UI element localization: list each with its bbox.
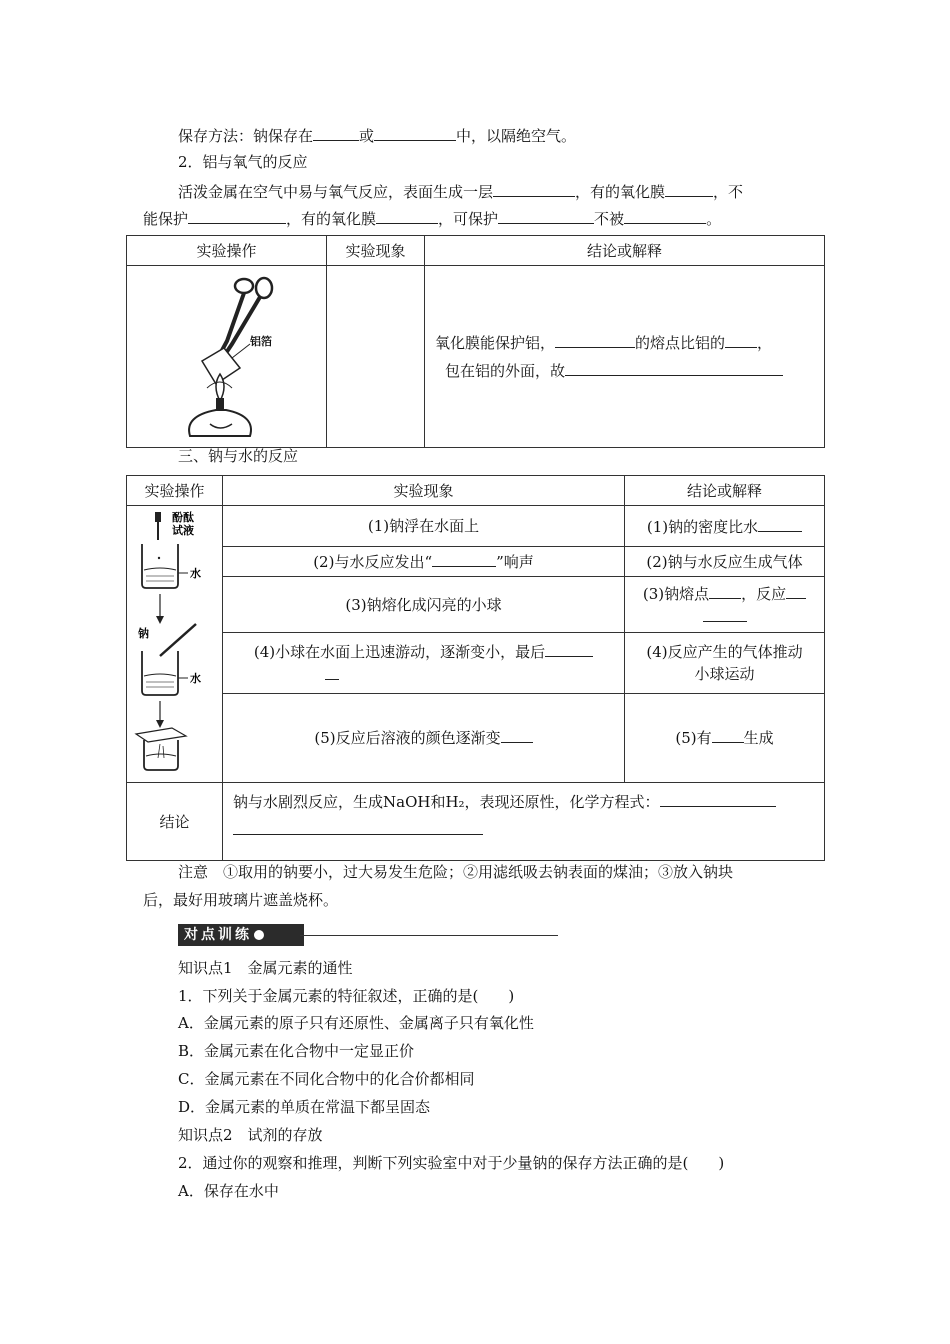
beaker-sequence-illustration <box>130 506 220 776</box>
conclusion-4-text-a: (4)反应产生的气体推动 <box>646 643 803 662</box>
phenomenon-3: (3)钠熔化成闪亮的小球 <box>223 577 625 633</box>
header-phenomenon: 实验现象 <box>223 476 625 506</box>
storage-text-2: 或 <box>359 127 375 145</box>
blank <box>188 207 286 224</box>
dropper-bulb <box>155 512 161 522</box>
header-operation: 实验操作 <box>127 236 327 266</box>
p2-text-1: 能保护 <box>143 210 189 228</box>
question-2-option-a: A．保存在水中 <box>178 1182 279 1200</box>
conclusion-label: 结论 <box>127 783 223 861</box>
label-phenolphthalein: 酚酞 <box>171 511 194 524</box>
storage-method-line <box>178 124 576 146</box>
bullet-icon <box>254 930 264 940</box>
blank <box>660 790 776 807</box>
blank <box>501 726 533 743</box>
storage-text-3: 中，以隔绝空气。 <box>456 127 577 145</box>
blank <box>758 515 802 532</box>
p1-text-2: ，有的氧化膜 <box>575 183 666 201</box>
p2-text-4: 不被 <box>594 210 625 228</box>
overall-conclusion-cell <box>223 783 825 861</box>
blank <box>725 331 757 348</box>
phenomenon-2 <box>223 547 625 577</box>
phenomenon-2-text-a: (2)与水反应发出“ <box>313 553 433 572</box>
blank <box>432 550 496 567</box>
question-1-option-a: A．金属元素的原子只有还原性、金属离子只有氧化性 <box>178 1014 534 1032</box>
blank <box>493 180 575 197</box>
banner-divider <box>300 935 558 936</box>
phenomenon-5-text: (5)反应后溶液的颜色逐渐变 <box>314 729 501 748</box>
conclusion-2: (2)钠与水反应生成气体 <box>625 547 825 577</box>
banner-text: 对点训练 <box>184 927 252 943</box>
p2-text-5: 。 <box>706 210 722 228</box>
question-1-option-c: C．金属元素在不同化合物中的化合价都相同 <box>178 1070 475 1088</box>
phenomenon-4 <box>223 633 625 693</box>
header-conclusion: 结论或解释 <box>625 476 825 506</box>
blank <box>374 124 456 141</box>
blank <box>545 640 593 657</box>
blank <box>624 207 706 224</box>
water-lines <box>146 682 174 687</box>
p1-text-1: 活泼金属在空气中易与氧气反应，表面生成一层 <box>178 183 494 201</box>
conclusion-5 <box>625 693 825 782</box>
blank <box>325 663 339 680</box>
blank <box>712 726 744 743</box>
label-water: 水 <box>189 672 201 685</box>
water-surface <box>144 674 176 676</box>
blank <box>703 605 747 622</box>
p2-text-2: ，有的氧化膜 <box>286 210 377 228</box>
phenomenon-1: (1)钠浮在水面上 <box>223 506 625 547</box>
p2-text-3: ，可保护 <box>438 210 499 228</box>
conclusion-4-text-b: 小球运动 <box>694 665 755 684</box>
beaker <box>142 544 178 588</box>
aluminum-foil-heating-figure <box>127 266 327 448</box>
conclusion-text-3: ， <box>757 333 773 352</box>
label-aluminum-foil: 铝箔 <box>249 335 272 348</box>
bubbles <box>158 744 164 758</box>
header-operation: 实验操作 <box>127 476 223 506</box>
label-water: 水 <box>189 567 201 580</box>
label-sodium: 钠 <box>137 627 149 640</box>
p1-text-3: ，不 <box>713 183 744 201</box>
storage-text-1: 保存方法：钠保存在 <box>178 127 314 145</box>
tongs-handle-ring <box>256 278 272 298</box>
blank <box>555 331 635 348</box>
conclusion-5-text-a: (5)有 <box>675 729 712 748</box>
conclusion-5-text-b: 生成 <box>743 729 774 748</box>
conclusion-1 <box>625 506 825 547</box>
conclusion-3-text-a: (3)钠熔点 <box>642 584 710 603</box>
label-leader <box>232 344 250 358</box>
knowledge-point-2: 知识点2 试剂的存放 <box>178 1126 323 1144</box>
question-1: 1．下列关于金属元素的特征叙述，正确的是( ) <box>178 987 515 1005</box>
sodium-experiment-figure <box>127 506 223 783</box>
section-3-title: 三、钠与水的反应 <box>178 447 299 465</box>
note-line-1: 注意 ①取用的钠要小，过大易发生危险；②用滤纸吸去钠表面的煤油；③放入钠块 <box>178 863 734 881</box>
question-1-option-d: D．金属元素的单质在常温下都呈固态 <box>178 1098 431 1116</box>
blank <box>786 582 806 599</box>
arrow-down-icon <box>156 616 164 624</box>
question-1-option-b: B．金属元素在化合物中一定显正价 <box>178 1042 415 1060</box>
phenomenon-empty-cell <box>327 266 425 448</box>
aluminum-conclusion-cell <box>425 266 825 448</box>
arrow-down-icon <box>156 720 164 728</box>
conclusion-3 <box>625 577 825 633</box>
tongs-handle-ring <box>235 279 253 293</box>
header-conclusion: 结论或解释 <box>425 236 825 266</box>
blank <box>709 582 741 599</box>
aluminum-experiment-table <box>126 235 825 448</box>
blank <box>565 359 783 376</box>
phenomenon-4-text: (4)小球在水面上迅速游动，逐渐变小，最后 <box>253 643 546 662</box>
drop <box>157 557 159 559</box>
alcohol-lamp <box>189 410 251 436</box>
conclusion-4 <box>625 633 825 693</box>
note-line-2: 后，最好用玻璃片遮盖烧杯。 <box>143 891 339 909</box>
beaker <box>142 651 178 695</box>
phenomenon-2-text-b: ”响声 <box>496 553 534 572</box>
question-2: 2．通过你的观察和推理，判断下列实验室中对于少量钠的保存方法正确的是( ) <box>178 1154 725 1172</box>
flame <box>216 374 224 401</box>
water-surface <box>146 754 176 756</box>
conclusion-3-text-b: ，反应 <box>741 584 787 603</box>
blank <box>498 207 594 224</box>
sodium-water-table <box>126 475 825 861</box>
conclusion-1-text: (1)钠的密度比水 <box>646 517 759 536</box>
blank <box>665 180 713 197</box>
water-lines <box>146 576 174 581</box>
header-phenomenon: 实验现象 <box>327 236 425 266</box>
label-solution: 试液 <box>171 524 194 537</box>
blank <box>313 124 359 141</box>
paragraph-line-2 <box>143 207 721 229</box>
phenomenon-5 <box>223 693 625 782</box>
conclusion-text-4: 包在铝的外面，故 <box>445 361 566 380</box>
knowledge-point-1: 知识点1 金属元素的通性 <box>178 959 353 977</box>
section-2-title: 2．铝与氧气的反应 <box>178 153 308 171</box>
blank <box>233 818 483 835</box>
paragraph-line-1 <box>178 180 743 202</box>
tongs-burner-illustration <box>132 266 322 441</box>
practice-banner <box>178 924 304 946</box>
water-surface <box>144 568 176 570</box>
conclusion-text-2: 的熔点比铝的 <box>635 333 726 352</box>
wick <box>216 398 224 410</box>
overall-conclusion-text: 钠与水剧烈反应，生成NaOH和H₂，表现还原性，化学方程式： <box>233 793 660 811</box>
conclusion-text-1: 氧化膜能保护铝， <box>435 333 556 352</box>
glass-plate <box>136 728 186 742</box>
blank <box>376 207 438 224</box>
